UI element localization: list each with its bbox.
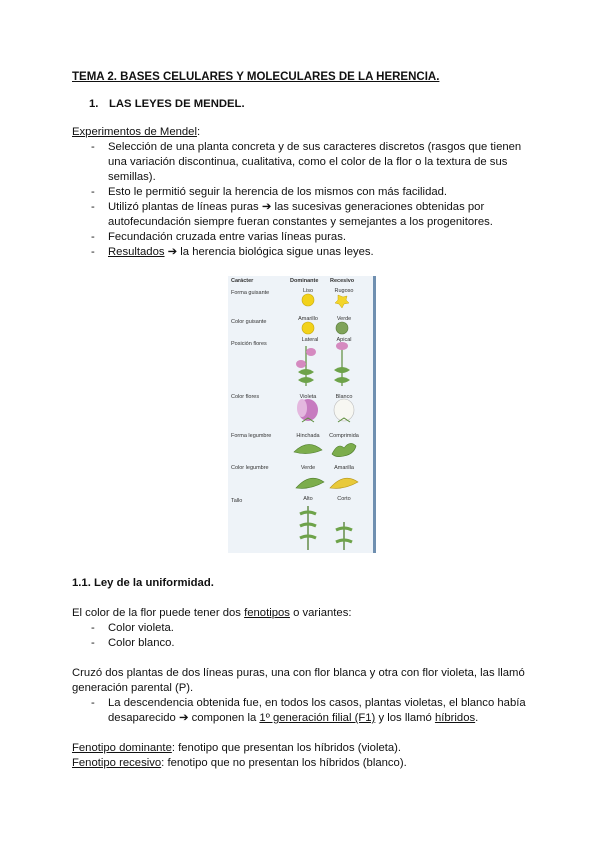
list-item: - Color violeta. xyxy=(72,621,532,636)
offspring-list xyxy=(72,696,532,726)
document-page xyxy=(72,70,532,260)
list-item: - Utilizó plantas de líneas puras ➔ las sucesivas generaciones obtenidas por autofecundación siempre fueran constantes y semejantes a los progenitores. xyxy=(72,200,532,230)
figure-trait-label: Color flores xyxy=(231,394,260,400)
experiments-heading-text: Experimentos de Mendel xyxy=(72,126,197,138)
figure-recessive-label: Apical xyxy=(336,337,352,343)
figure-dominant-label: Lateral xyxy=(301,337,319,343)
f1-term: 1º generación filial (F1) xyxy=(259,712,376,724)
cross-paragraph: Cruzó dos plantas de dos líneas puras, una con flor blanca y otra con flor violeta, las llamó generación parental (P). xyxy=(72,667,525,694)
figure-trait-label: Forma guisante xyxy=(231,290,270,296)
figure-recessive-label: Corto xyxy=(337,496,351,502)
figure-recessive-label: Verde xyxy=(336,316,352,322)
figure-dominant-label: Violeta xyxy=(299,394,317,400)
figure-dominant-label: Alto xyxy=(303,496,313,502)
list-item-results xyxy=(72,245,532,260)
figure-trait-label: Tallo xyxy=(231,498,243,504)
intro-text-a: El color de la flor puede tener dos xyxy=(72,607,245,619)
list-item: - Fecundación cruzada entre varias líneas puras. xyxy=(72,230,532,245)
list-item: - Selección de una planta concreta y de sus caracteres discretos (rasgos que tienen una variación discontinua, cualitativa, como el color de la flor o la textura de sus semillas). xyxy=(72,140,532,185)
figure-header-recessive: Recesivo xyxy=(330,278,355,284)
figure-recessive-label: Blanco xyxy=(335,394,353,400)
colors-list xyxy=(72,621,532,651)
figure-header-dominant: Dominante xyxy=(290,278,319,284)
figure-recessive-label: Rugoso xyxy=(334,288,354,294)
experiments-heading-colon: : xyxy=(196,126,201,138)
results-text: ➔ la herencia biológica sigue unas leyes. xyxy=(164,246,374,258)
dominant-definition xyxy=(72,741,532,756)
list-item-offspring xyxy=(72,696,532,726)
figure-dominant-label: Amarillo xyxy=(298,316,318,322)
uniformity-section xyxy=(72,576,532,771)
document-title: TEMA 2. BASES CELULARES Y MOLECULARES DE LA HERENCIA. xyxy=(72,71,440,83)
offspring-text-c: . xyxy=(475,712,479,724)
figure-dominant-label: Hinchada xyxy=(296,433,320,439)
figure-trait-label: Color guisante xyxy=(231,319,267,325)
section-label: LAS LEYES DE MENDEL. xyxy=(109,98,245,110)
figure-recessive-label: Comprimida xyxy=(329,433,359,439)
figure-header-trait: Carácter xyxy=(231,278,254,284)
figure-trait-label: Color legumbre xyxy=(231,465,269,471)
dominant-term: Fenotipo dominante xyxy=(72,742,172,754)
intro-text-b: o variantes: xyxy=(289,607,352,619)
fenotipos-term: fenotipos xyxy=(244,607,290,619)
recessive-definition xyxy=(72,756,532,771)
dominant-text: : fenotipo que presentan los híbridos (violeta). xyxy=(171,742,402,754)
figure-dominant-label: Liso xyxy=(302,288,314,294)
subsection-heading: 1.1. Ley de la uniformidad. xyxy=(72,577,214,589)
figure-trait-label: Forma legumbre xyxy=(231,433,272,439)
section-number: 1. xyxy=(89,98,99,110)
figure-recessive-label: Amarilla xyxy=(334,465,354,471)
list-item: - Esto le permitió seguir la herencia de los mismos con más facilidad. xyxy=(72,185,532,200)
section-heading-leyes-mendel xyxy=(89,97,532,112)
figure-trait-label: Posición flores xyxy=(231,341,267,347)
list-item: - Color blanco. xyxy=(72,636,532,651)
recessive-text: : fenotipo que no presentan los híbridos (blanco). xyxy=(161,757,407,769)
figure-dominant-label: Verde xyxy=(300,465,316,471)
mendel-traits-figure xyxy=(228,276,376,553)
recessive-term: Fenotipo recesivo xyxy=(72,757,162,769)
results-label: Resultados xyxy=(108,246,165,258)
offspring-text-a: La descendencia obtenida fue, en todos los casos, plantas violetas, el blanco había desaparecido ➔ componen la xyxy=(108,697,526,724)
offspring-text-b: y los llamó xyxy=(375,712,435,724)
experiments-list xyxy=(72,140,532,260)
hibridos-term: híbridos xyxy=(434,712,476,724)
experiments-heading xyxy=(72,125,532,140)
uniformity-intro xyxy=(72,606,532,621)
